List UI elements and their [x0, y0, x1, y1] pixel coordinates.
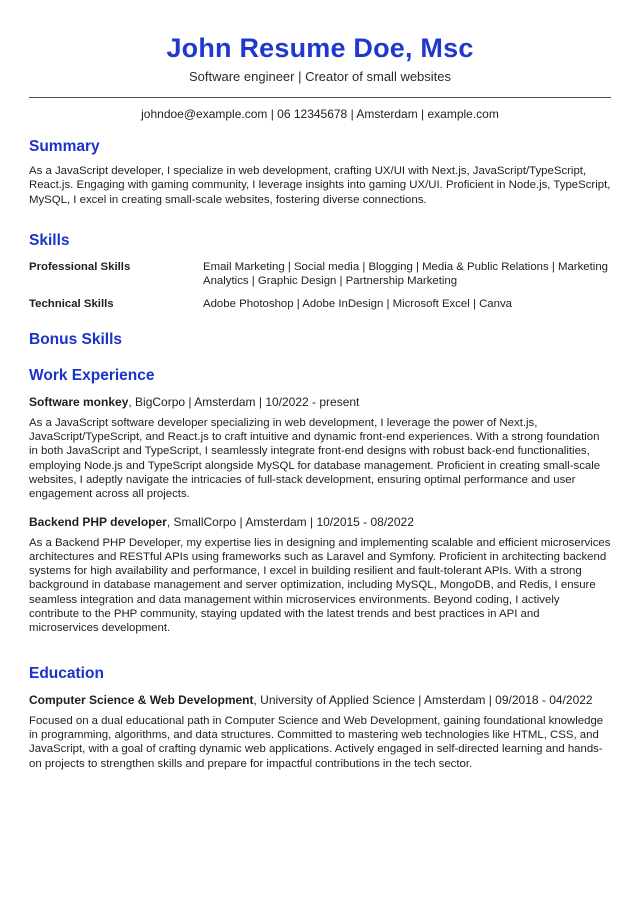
job-description: As a JavaScript software developer specializing in web development, I leverage the power of Next.js, JavaScript/TypeScript, and React.js to craft intuitive and dynamic front-end experiences. With a strong foundation in both JavaScript and TypeScript, I seamlessly integrate front-end designs with robust back-end functionalities, employing Node.js and TypeScript alongside MySQL for database management. Proficient in creating small-scale websites, I adeptly navigate the intricacies of full-stack development, ensuring optimal performance and user engagement across all projects.	[29, 416, 601, 501]
summary-heading: Summary	[29, 138, 100, 155]
skill-value: Email Marketing | Social media | Blogging | Media & Public Relations | Marketing Analytics | Graphic Design | Partnership Marketing	[203, 260, 608, 288]
resume-header	[29, 0, 611, 121]
education-entry	[29, 693, 611, 771]
skill-label: Professional Skills	[29, 260, 131, 273]
job-title-line	[29, 515, 611, 530]
bonus-skills-heading: Bonus Skills	[29, 330, 123, 348]
page-title: John Resume Doe, Msc	[166, 33, 474, 63]
job-title-line	[29, 395, 611, 410]
section-education	[29, 665, 611, 771]
education-description: Focused on a dual educational path in Computer Science and Web Development, gaining foundational knowledge in programming, algorithms, and data structures. Committed to mastering web technologies like HTML, CSS, and JavaScript, with a goal of crafting dynamic web applications. Actively engaged in self-directed learning and hands-on projects to strengthen skills and prepare for impactful contributions in the tech sector.	[29, 714, 604, 770]
degree-meta: , University of Applied Science | Amsterdam | 09/2018 - 04/2022	[253, 692, 593, 707]
work-experience-heading: Work Experience	[29, 366, 155, 384]
contact-line: johndoe@example.com | 06 12345678 | Amsterdam | example.com	[141, 107, 499, 121]
job-entry	[29, 395, 611, 502]
skills-heading: Skills	[29, 231, 70, 249]
job-meta: , SmallCorpo | Amsterdam | 10/2015 - 08/2022	[166, 514, 414, 529]
degree-title: Computer Science & Web Development	[29, 692, 254, 707]
job-meta: , BigCorpo | Amsterdam | 10/2022 - present	[128, 394, 360, 409]
skill-row-technical	[29, 297, 611, 311]
job-description: As a Backend PHP Developer, my expertise lies in designing and implementing scalable and efficient microservices architectures and RESTful APIs using frameworks such as Laravel and Symfony. Proficient in architecting backend systems for high availability and performance, I excel in building resilient and fault-tolerant APIs. With a strong background in database management and server optimization, including MySQL, MongoDB, and Redis, I ensure seamless integration and data management within microservices environments. Beyond coding, I actively contribute to the PHP community, staying updated with the latest trends and best practices in API and microservices development.	[29, 536, 611, 635]
summary-text: As a JavaScript developer, I specialize in web development, crafting UX/UI with Next.js, JavaScript/TypeScript, React.js. Engaging with gaming community, I leverage insights into gaming UX/UI. Proficient in Node.js, TypeScript, MySQL, I excel in creating small-scale websites, fostering diverse connections.	[29, 165, 611, 206]
skill-label: Technical Skills	[29, 298, 114, 311]
section-summary	[29, 138, 611, 207]
skill-row-professional	[29, 260, 611, 289]
section-skills	[29, 232, 611, 312]
job-title: Software monkey	[29, 394, 129, 409]
job-subtitle: Software engineer | Creator of small websites	[188, 69, 452, 84]
education-title-line	[29, 693, 611, 708]
section-work-experience	[29, 367, 611, 636]
skill-value: Adobe Photoshop | Adobe InDesign | Microsoft Excel | Canva	[203, 298, 513, 311]
job-title: Backend PHP developer	[29, 514, 167, 529]
job-entry	[29, 515, 611, 636]
education-heading: Education	[29, 664, 104, 682]
section-bonus-skills	[29, 331, 611, 349]
header-divider	[29, 97, 611, 98]
